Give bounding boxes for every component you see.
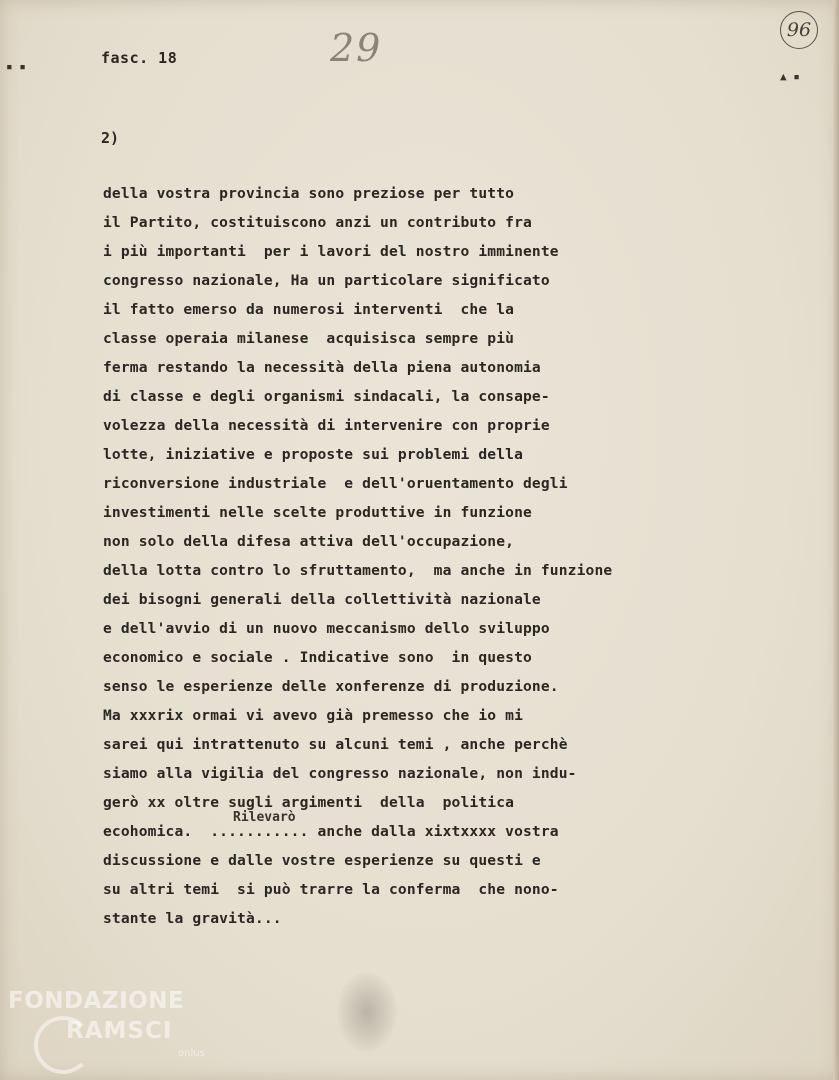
interlinear-insertion: Rilevarò bbox=[233, 810, 296, 825]
text-line: e dell'avvio di un nuovo meccanismo dello sviluppo bbox=[103, 620, 550, 637]
text-line: classe operaia milanese acquisisca sempre più bbox=[103, 330, 515, 347]
handwritten-page-number: 29 bbox=[330, 26, 383, 70]
typewritten-body bbox=[103, 183, 703, 937]
text-line: gerò xx oltre sugli argimenti della politica bbox=[103, 794, 515, 811]
text-line: investimenti nelle scelte produttive in funzione bbox=[103, 504, 532, 521]
text-line: economico e sociale . Indicative sono in questo bbox=[103, 649, 532, 666]
text-line: dei bisogni generali della collettività nazionale bbox=[103, 591, 541, 608]
watermark-line3: onlus bbox=[178, 1048, 205, 1059]
text-line: ecohomica. ........... anche dalla xixtxxxx vostra bbox=[103, 823, 559, 840]
text-line: non solo della difesa attiva dell'occupazione, bbox=[103, 533, 515, 550]
watermark-line2: RAMSCI bbox=[66, 1018, 173, 1044]
text-line: i più importanti per i lavori del nostro imminente bbox=[103, 243, 559, 260]
text-line: sarei qui intrattenuto su alcuni temi , anche perchè bbox=[103, 736, 568, 753]
text-line: volezza della necessità di intervenire con proprie bbox=[103, 417, 550, 434]
text-line: della vostra provincia sono preziose per tutto bbox=[103, 185, 515, 202]
fascicle-label: fasc. 18 bbox=[101, 49, 178, 67]
fondazione-gramsci-watermark bbox=[8, 988, 238, 1078]
text-line: di classe e degli organismi sindacali, la consape- bbox=[103, 388, 550, 405]
text-line: il fatto emerso da numerosi interventi che la bbox=[103, 301, 515, 318]
margin-mark: ▲ ▪ bbox=[780, 70, 800, 83]
ink-smudge bbox=[337, 972, 397, 1052]
text-line: lotte, iniziative e proposte sui problemi della bbox=[103, 446, 524, 463]
text-line: senso le esperienze delle xonferenze di produzione. bbox=[103, 678, 559, 695]
text-line: ferma restando la necessità della piena autonomia bbox=[103, 359, 541, 376]
page-edge bbox=[833, 0, 839, 1080]
text-line: il Partito, costituiscono anzi un contributo fra bbox=[103, 214, 532, 231]
text-line: Ma xxxrix ormai vi avevo già premesso che io mi bbox=[103, 707, 524, 724]
section-number: 2) bbox=[101, 129, 120, 147]
text-line: stante la gravità... bbox=[103, 910, 282, 927]
text-line: della lotta contro lo sfruttamento, ma anche in funzione bbox=[103, 562, 613, 579]
watermark-line1: FONDAZIONE bbox=[8, 988, 185, 1014]
text-line: congresso nazionale, Ha un particolare significato bbox=[103, 272, 550, 289]
text-line: discussione e dalle vostre esperienze su questi e bbox=[103, 852, 541, 869]
margin-mark: ▪ ▪ bbox=[6, 60, 26, 73]
circled-folio-number: 96 bbox=[780, 11, 818, 49]
text-line: riconversione industriale e dell'oruentamento degli bbox=[103, 475, 568, 492]
text-line: siamo alla vigilia del congresso nazionale, non indu- bbox=[103, 765, 577, 782]
text-line: su altri temi si può trarre la conferma che nono- bbox=[103, 881, 559, 898]
